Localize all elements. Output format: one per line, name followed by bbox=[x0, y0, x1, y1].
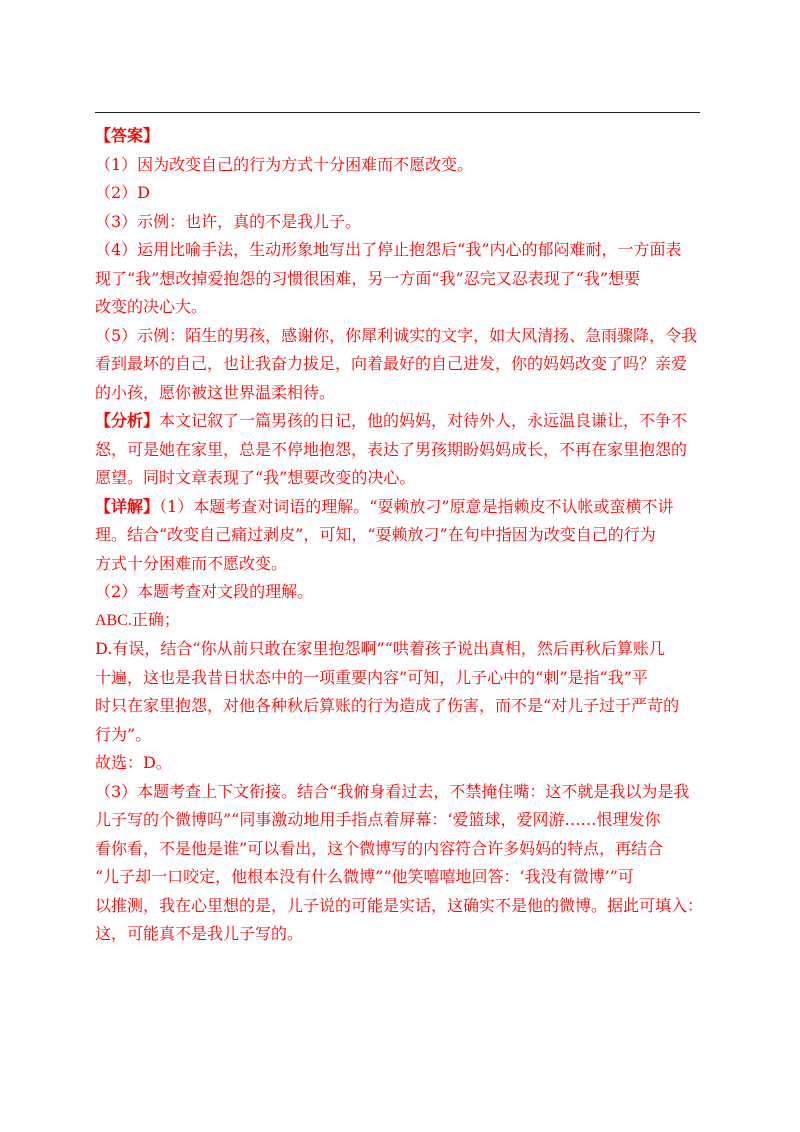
answer-item-4-line: 现了“我”想改掉爱抱怨的习惯很困难，另一方面“我”忍完又忍表现了“我”想要 bbox=[95, 268, 641, 288]
detail-2-d-line: 十遍，这也是我昔日状态中的一项重要内容”可知，儿子心中的“刺”是指“我”平 bbox=[95, 667, 648, 687]
answer-item-2: （2）D bbox=[95, 183, 151, 202]
detail-3-line: “儿子却一口咬定，他根本没有什么微博”“他笑嘻嘻地回答：‘我没有微博’”可 bbox=[95, 867, 634, 886]
answer-item-4-line: 改变的决心大。 bbox=[95, 297, 208, 316]
detail-3-line: 以推测，我在心里想的是，儿子说的可能是实话，这确实不是他的微博。据此可填入： bbox=[95, 895, 704, 915]
answer-item-5-line: （5）示例：陌生的男孩，感谢你，你犀利诚实的文字，如大风清扬、急雨骤降，令我 bbox=[95, 325, 698, 345]
answer-heading: 【答案】 bbox=[95, 126, 160, 145]
detail-2-choice: 故选：D。 bbox=[95, 753, 172, 772]
analysis-line: 怒，可是她在家里，总是不停地抱怨，表达了男孩期盼妈妈成长，不再在家里抱怨的 bbox=[95, 439, 688, 459]
detail-1-line: 方式十分困难而不愿改变。 bbox=[95, 553, 288, 573]
detail-3-line: 儿子写的个微博吗”“同事激动地用手指点着屏幕：‘爱篮球，爱网游……恨理发你 bbox=[95, 810, 661, 829]
detail-line bbox=[95, 493, 710, 522]
detail-1-text: （1）本题考查对词语的理解。“耍赖放刁”原意是指赖皮不认帐或蛮横不讲 bbox=[159, 496, 674, 516]
detail-3-line: 看你看，不是他是谁”可以看出，这个微博写的内容符合许多妈妈的特点，再结合 bbox=[95, 838, 664, 858]
detail-2-abc: ABC.正确； bbox=[95, 611, 180, 629]
analysis-text: 本文记叙了一篇男孩的日记，他的妈妈，对待外人，永远温良谦让，不争不 bbox=[159, 411, 688, 430]
detail-2-d-line: 行为”。 bbox=[95, 724, 152, 744]
detail-2-d-line: 时只在家里抱怨，对他各种秋后算账的行为造成了伤害，而不是“对儿子过于严苛的 bbox=[95, 696, 680, 715]
answer-item-5-line: 的小孩，愿你被这世界温柔相待。 bbox=[95, 382, 336, 402]
answer-content bbox=[95, 122, 710, 949]
analysis-line: 愿望。同时文章表现了“我”想要改变的决心。 bbox=[95, 468, 416, 487]
analysis-line bbox=[95, 407, 710, 436]
analysis-heading: 【分析】 bbox=[95, 411, 160, 430]
detail-2-d-line: D.有误，结合“你从前只敢在家里抱怨啊”“哄着孩子说出真相，然后再秋后算账几 bbox=[95, 639, 665, 658]
detail-3-line: （3）本题考查上下文衔接。结合“我俯身看过去，不禁掩住嘴：这不就是我以为是我 bbox=[95, 781, 690, 801]
answer-item-5-line: 看到最坏的自己，也让我奋力拔足，向着最好的自己进发，你的妈妈改变了吗？亲爱 bbox=[95, 354, 688, 373]
answer-item-4-line: （4）运用比喻手法，生动形象地写出了停止抱怨后“我”内心的郁闷难耐，一方面表 bbox=[95, 240, 682, 259]
detail-3-line: 这，可能真不是我儿子写的。 bbox=[95, 924, 304, 943]
detail-2-intro: （2）本题考查对文段的理解。 bbox=[95, 582, 314, 601]
answer-item-3: （3）示例：也许，真的不是我儿子。 bbox=[95, 211, 362, 231]
detail-1-line: 理。结合“改变自己痛过剥皮”，可知，“耍赖放刁”在句中指因为改变自己的行为 bbox=[95, 525, 656, 544]
answer-item-1: （1）因为改变自己的行为方式十分困难而不愿改变。 bbox=[95, 154, 474, 174]
detail-heading: 【详解】 bbox=[95, 496, 160, 516]
header-rule bbox=[95, 112, 700, 113]
